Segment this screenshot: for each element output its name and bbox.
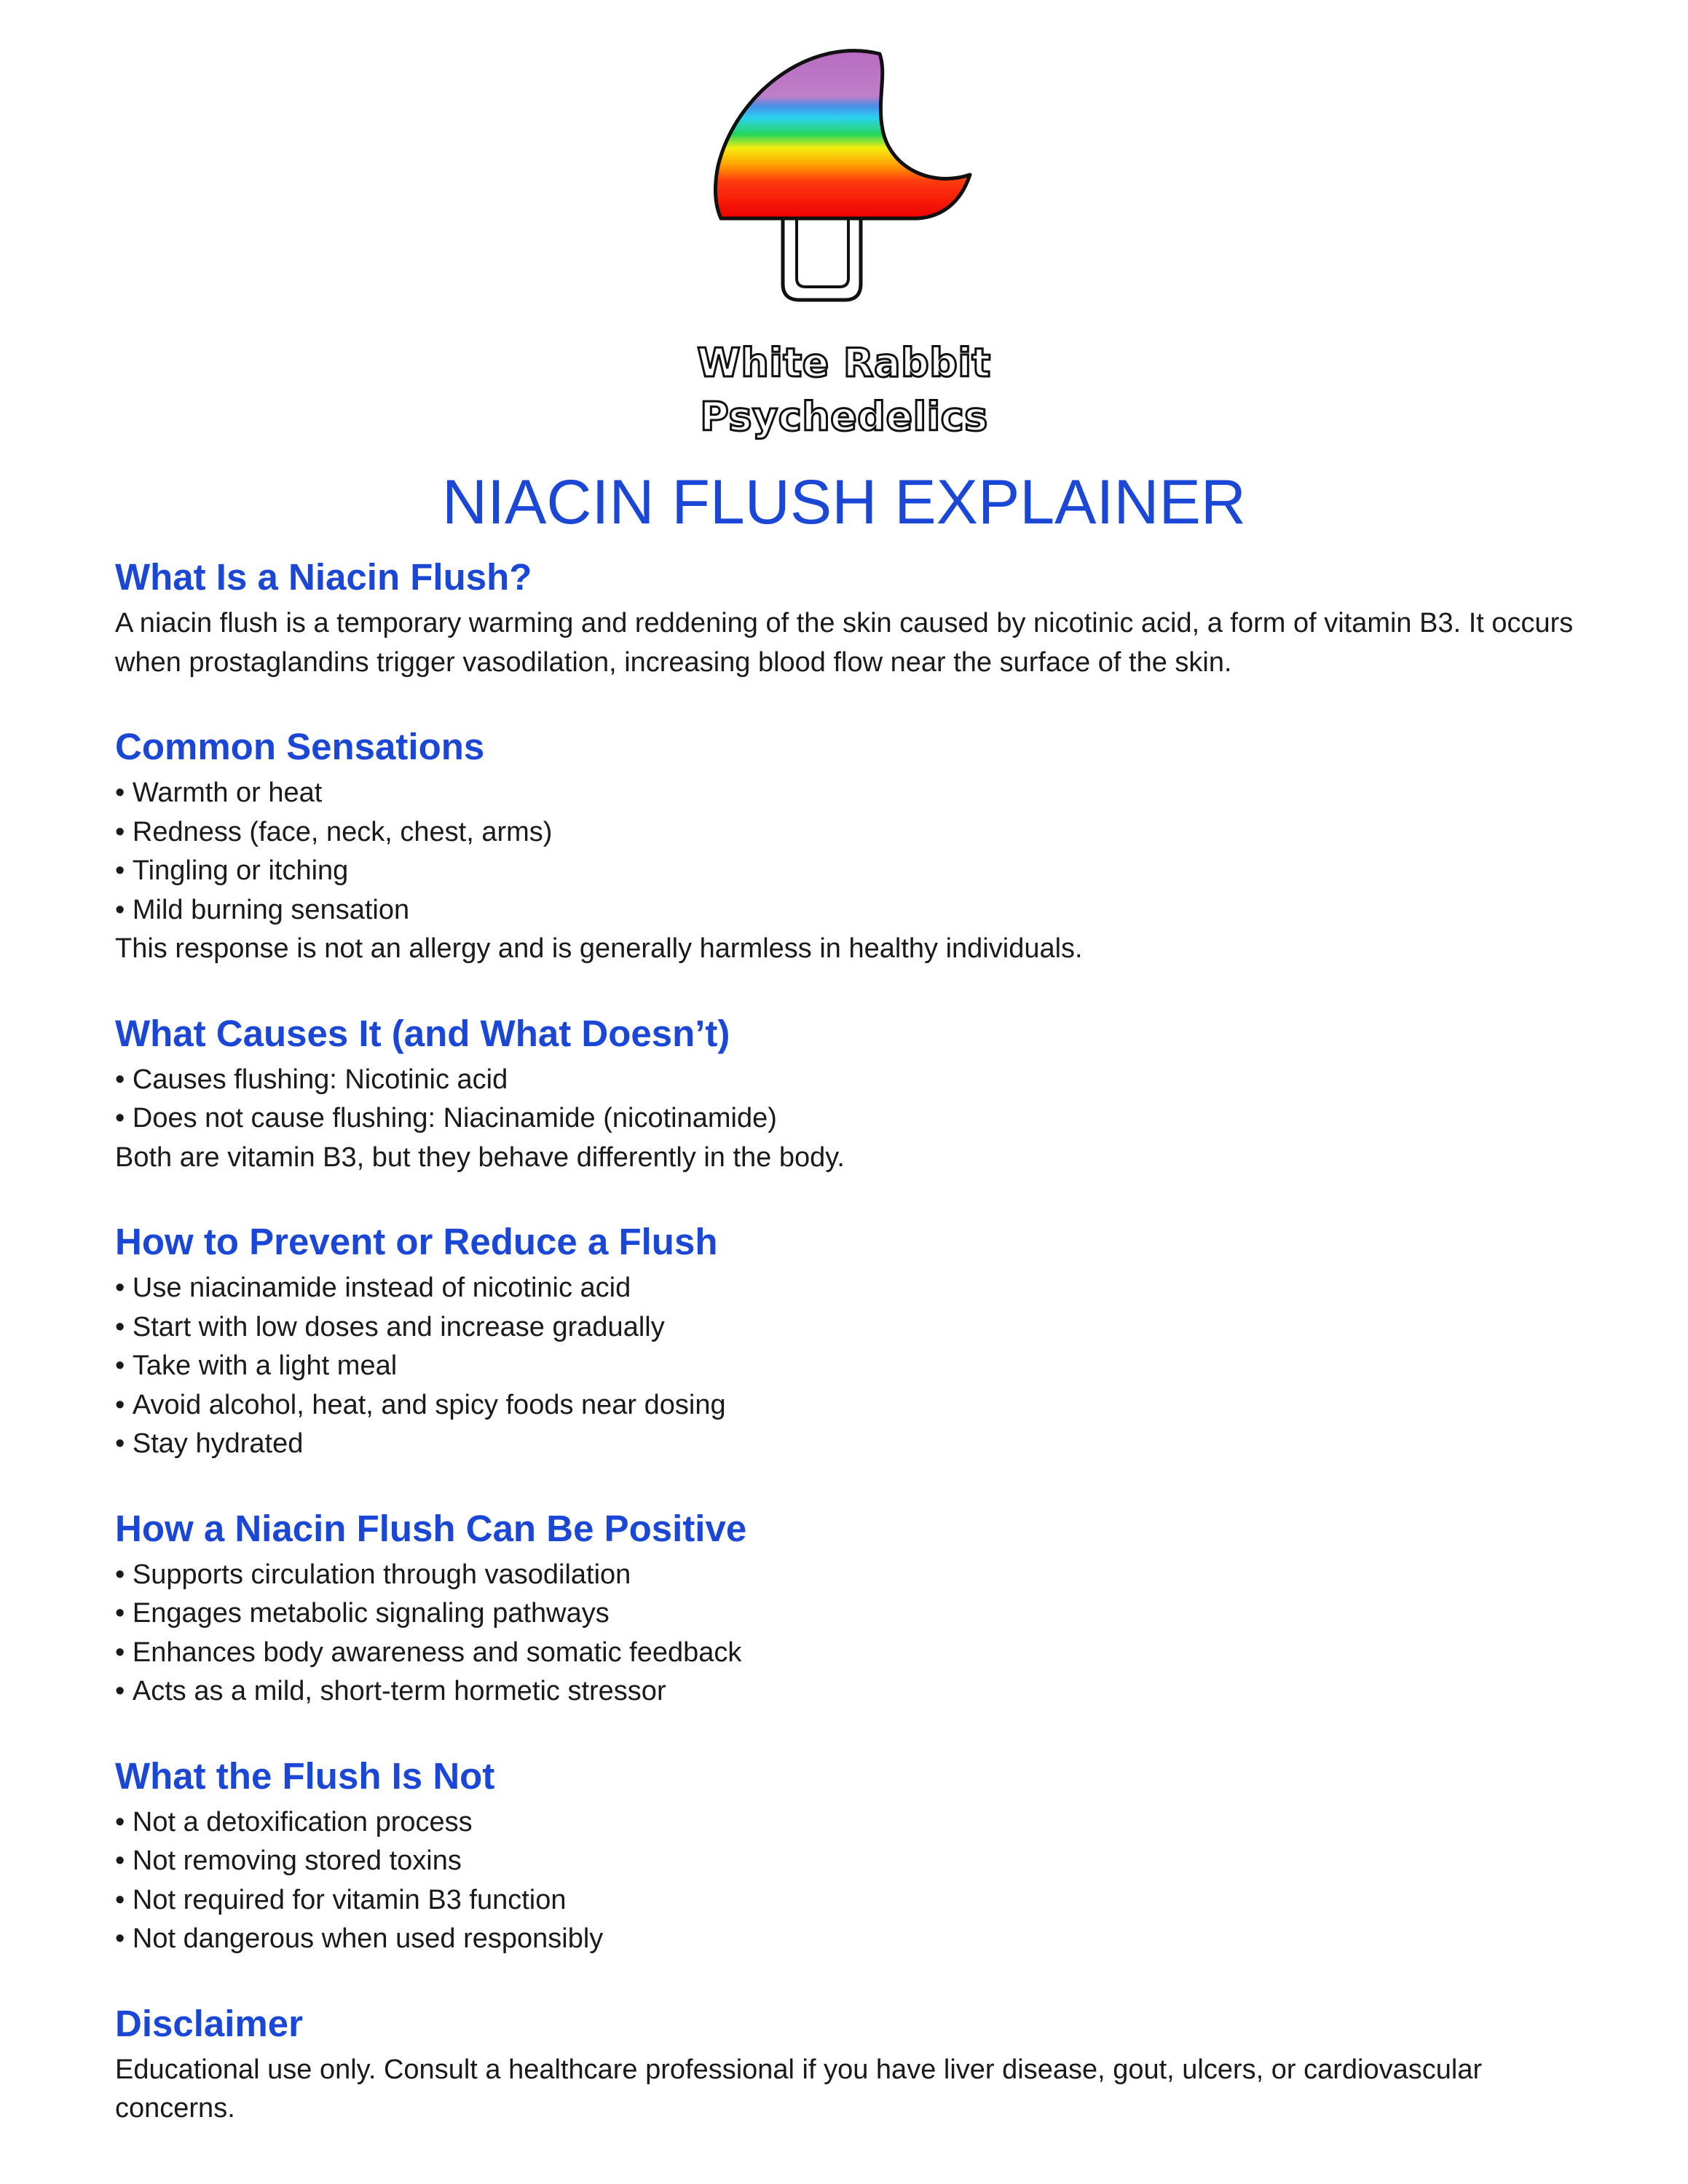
list-item: • Supports circulation through vasodilation [115, 1556, 1579, 1595]
list-item: • Start with low doses and increase gradually [115, 1308, 1579, 1348]
section-causes [115, 1010, 1579, 1178]
list-item: • Not required for vitamin B3 function [115, 1881, 1579, 1920]
section-what-is [115, 553, 1579, 682]
section-note: Both are vitamin B3, but they behave differently in the body. [115, 1142, 845, 1173]
brand-wordmark [0, 336, 1688, 444]
section-paragraph: A niacin flush is a temporary warming and reddening of the skin caused by nicotinic acid, a form of vitamin B3. It occurs when prostaglandins trigger vasodilation, increasing blood flow near the surface of the skin. [115, 608, 1574, 678]
brand-name-line2: Psychedelics [700, 394, 988, 440]
section-prevent [115, 1218, 1579, 1464]
page-title: NIACIN FLUSH EXPLAINER [442, 467, 1246, 537]
bullet-list [115, 774, 1579, 930]
list-item: • Enhances body awareness and somatic feedback [115, 1634, 1579, 1673]
list-item: • Avoid alcohol, heat, and spicy foods near dosing [115, 1386, 1579, 1425]
mushroom-logo-icon [699, 44, 990, 313]
section-positive [115, 1505, 1579, 1712]
list-item: • Redness (face, neck, chest, arms) [115, 813, 1579, 852]
section-heading: What Is a Niacin Flush? [115, 556, 532, 598]
list-item: • Causes flushing: Nicotinic acid [115, 1061, 1579, 1100]
list-item: • Mild burning sensation [115, 891, 1579, 930]
list-item: • Not removing stored toxins [115, 1842, 1579, 1881]
list-item: • Tingling or itching [115, 852, 1579, 891]
section-heading: How to Prevent or Reduce a Flush [115, 1221, 718, 1262]
list-item: • Not dangerous when used responsibly [115, 1920, 1579, 1959]
bullet-list [115, 1803, 1579, 1959]
bullet-list [115, 1061, 1579, 1139]
section-what-it-is-not [115, 1752, 1579, 1959]
section-heading: What Causes It (and What Doesn’t) [115, 1012, 730, 1054]
list-item: • Not a detoxification process [115, 1803, 1579, 1843]
section-note: This response is not an allergy and is generally harmless in healthy individuals. [115, 933, 1083, 964]
bullet-list [115, 1269, 1579, 1464]
document-body [115, 553, 1579, 2129]
section-heading: Common Sensations [115, 726, 485, 767]
brand-name-line1: White Rabbit [697, 340, 991, 386]
section-heading: Disclaimer [115, 2002, 303, 2044]
bullet-list [115, 1556, 1579, 1712]
list-item: • Does not cause flushing: Niacinamide (nicotinamide) [115, 1099, 1579, 1139]
section-heading: What the Flush Is Not [115, 1754, 495, 1797]
list-item: • Warmth or heat [115, 774, 1579, 813]
section-heading: How a Niacin Flush Can Be Positive [115, 1507, 747, 1549]
list-item: • Take with a light meal [115, 1347, 1579, 1386]
list-item: • Acts as a mild, short-term hormetic stressor [115, 1672, 1579, 1712]
section-common-sensations [115, 723, 1579, 969]
section-disclaimer [115, 2000, 1579, 2129]
list-item: • Use niacinamide instead of nicotinic acid [115, 1269, 1579, 1308]
list-item: • Stay hydrated [115, 1425, 1579, 1464]
list-item: • Engages metabolic signaling pathways [115, 1594, 1579, 1634]
disclaimer-text: Educational use only. Consult a healthcare professional if you have liver disease, gout, ulcers, or cardiovascular concerns. [115, 2054, 1483, 2124]
